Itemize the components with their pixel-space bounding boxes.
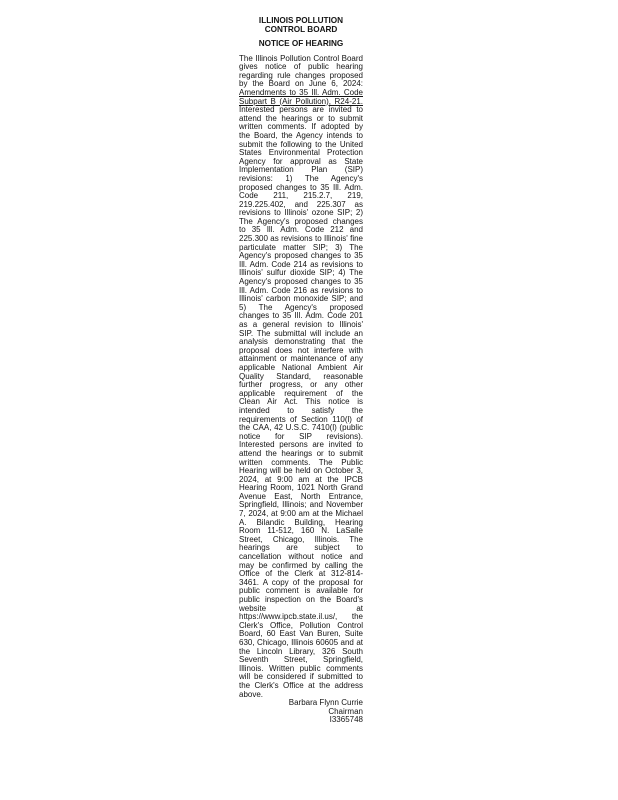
signature-title: Chairman — [328, 706, 363, 716]
agency-name-line1: ILLINOIS POLLUTION — [258, 16, 344, 25]
reference-number: I3365748 — [329, 715, 363, 725]
notice-body — [239, 55, 363, 700]
notice-intro: The Illinois Pollution Control Board gives notice of public hearing regarding rule changes proposed by the Board on June 6, 2024: — [239, 53, 363, 89]
rule-title: Amendments to 35 Ill. Adm. Code Subpart B (Air Pollution), R24-21. — [239, 87, 363, 106]
agency-name-line2: CONTROL BOARD — [264, 25, 338, 34]
notice-main-text: Interested persons are invited to attend the hearings or to submit written comments. If adopted by the Board, the Agency intends to submit the following to the United States Environmental Protection Agency for approval as State Implementation Plan (SIP) revisions: 1) The Agency's proposed changes to 35 Ill. Adm. Code 211, 215.2.7, 219, 219.225.402, and 225.307 as revisions to Illinois' ozone SIP; 2) The Agency's proposed changes to 35 Ill. Adm. Code 212 and 225.300 as revisions to Illinois' fine particulate matter SIP; 3) The Agency's proposed changes to 35 Ill. Adm. Code 214 as revisions to Illinois' sulfur dioxide SIP; 4) The Agency's proposed changes to 35 Ill. Adm. Code 216 as revisions to Illinois' carbon monoxide SIP; and 5) The Agency's proposed changes to 35 Ill. Adm. Code 201 as a general revision to Illinois' SIP. The submittal will include an analysis demonstrating that the proposal does not interfere with attainment or maintenance of any applicable National Ambient Air Quality Standard, reasonable further progress, or any other applicable requirement of the Clean Air Act. This notice is intended to satisfy the requirements of Section 110(l) of the CAA, 42 U.S.C. 7410(l) (public notice for SIP revisions). Interested persons are invited to attend the hearings or to submit written comments. The Public Hearing will be held on October 3, 2024, at 9:00 am at the IPCB Hearing Room, 1021 North Grand Avenue East, North Entrance, Springfield, Illinois; and November 7, 2024, at 9:00 am at the Michael A. Bilandic Building, Hearing Room 11-512, 160 N. LaSalle Street, Chicago, Illinois. The hearings are subject to cancellation without notice and may be confirmed by calling the Office of the Clerk at 312-814-3461. A copy of the proposal for public comment is available for public inspection on the Board's website at https://www.ipcb.state.il.us/, the Clerk's Office, Pollution Control Board, 60 East Van Buren, Suite 630, Chicago, Illinois 60605 and at the Lincoln Library, 326 South Seventh Street, Springfield, Illinois. Written public comments will be considered if submitted to the Clerk's Office at the address above. — [239, 105, 363, 699]
legal-notice-column — [239, 16, 363, 725]
signature-name: Barbara Flynn Currie — [288, 698, 363, 708]
notice-heading: NOTICE OF HEARING — [258, 39, 344, 48]
